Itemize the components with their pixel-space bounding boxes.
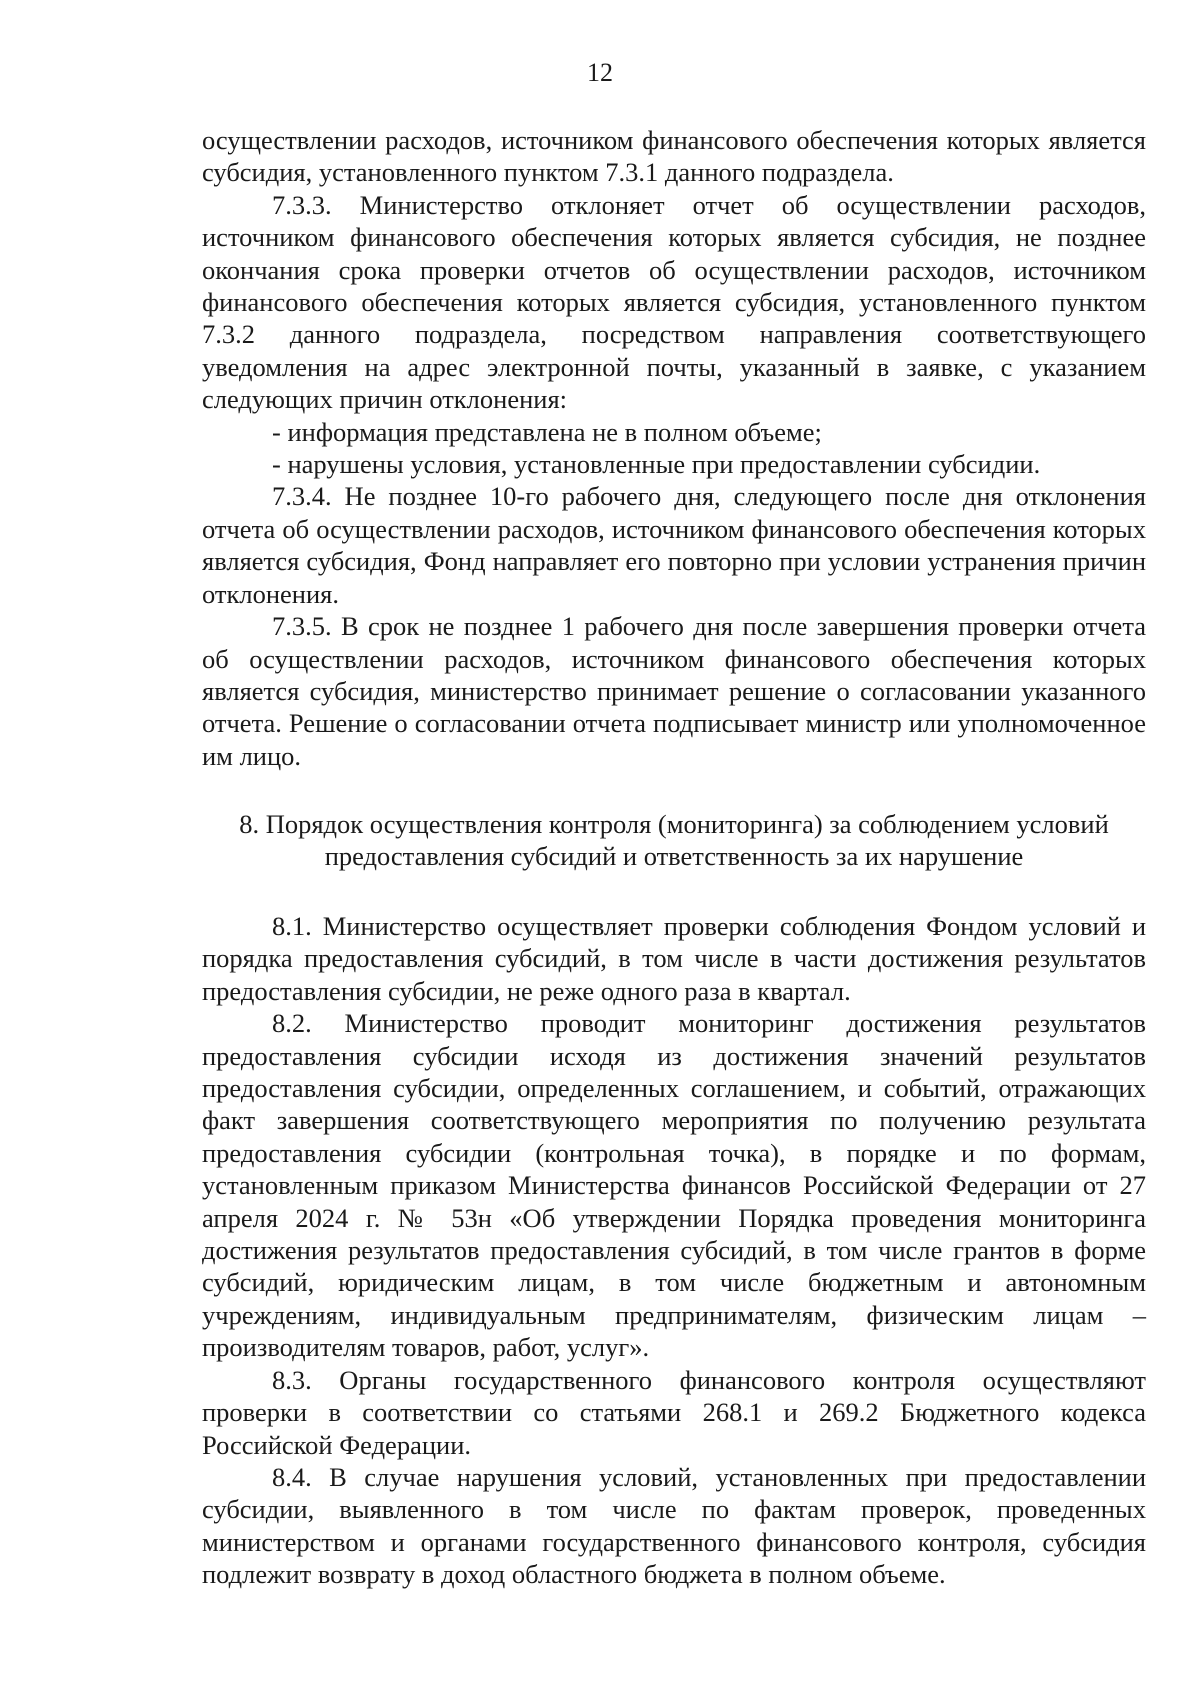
text-block-top [202,124,1146,772]
list-item-incomplete-info: - информация представлена не в полном объеме; [272,416,822,447]
section-8-heading-line-1: 8. Порядок осуществления контроля (мониторинга) за соблюдением условий [239,809,1109,839]
paragraph-continuation: осуществлении расходов, источником финансового обеспечения которых является субсидия, установленного пунктом 7.3.1 данного подраздела. [202,125,1146,188]
page-number: 12 [587,58,613,87]
section-8-heading-line-2: предоставления субсидий и ответственность за их нарушение [324,841,1024,872]
section-8-heading [202,808,1146,873]
paragraph-8-2: 8.2. Министерство проводит мониторинг достижения результатов предоставления субсидии исходя из достижения значений результатов предоставления субсидии, определенных соглашением, и событий, отражающих факт завершения соответствующего мероприятия по получению результата предоставления субсидии (контрольная точка), в порядке и по формам, установленным приказом Министерства финансов Российской Федерации от 27 апреля 2024 г. № 53н «Об утверждении Порядка проведения мониторинга достижения результатов предоставления субсидий, в том числе грантов в форме субсидий, юридическим лицам, в том числе бюджетным и автономным учреждениям, индивидуальным предпринимателям, физическим лицам – производителям товаров, работ, услуг». [202,1008,1146,1363]
paragraph-8-1: 8.1. Министерство осуществляет проверки соблюдения Фондом условий и порядка предоставления субсидий, в том числе в части достижения результатов предоставления субсидии, не реже одного раза в квартал. [202,911,1146,1006]
list-item-violated-conditions: - нарушены условия, установленные при предоставлении субсидии. [272,449,1041,480]
paragraph-7-3-4: 7.3.4. Не позднее 10-го рабочего дня, следующего после дня отклонения отчета об осуществлении расходов, источником финансового обеспечения которых является субсидия, Фонд направляет его повторно при условии устранения причин отклонения. [202,481,1146,609]
paragraph-7-3-3: 7.3.3. Министерство отклоняет отчет об осуществлении расходов, источником финансового обеспечения которых является субсидия, не позднее окончания срока проверки отчетов об осуществлении расходов, источником финансового обеспечения которых является субсидия, установленного пунктом 7.3.2 данного подраздела, посредством направления соответствующего уведомления на адрес электронной почты, указанный в заявке, с указанием следующих причин отклонения: [202,189,1146,415]
paragraph-8-3: 8.3. Органы государственного финансового контроля осуществляют проверки в соответствии со статьями 268.1 и 269.2 Бюджетного кодекса Российской Федерации. [202,1364,1146,1460]
paragraph-8-4: 8.4. В случае нарушения условий, установленных при предоставлении субсидии, выявленного в том числе по фактам проверок, проведенных министерством и органами государственного финансового контроля, субсидия подлежит возврату в доход областного бюджета в полном объеме. [202,1461,1146,1590]
paragraph-7-3-5: 7.3.5. В срок не позднее 1 рабочего дня после завершения проверки отчета об осуществлении расходов, источником финансового обеспечения которых является субсидия, министерство принимает решение о согласовании указанного отчета. Решение о согласовании отчета подписывает министр или уполномоченное им лицо. [202,611,1146,771]
text-block-bottom [202,910,1146,1591]
